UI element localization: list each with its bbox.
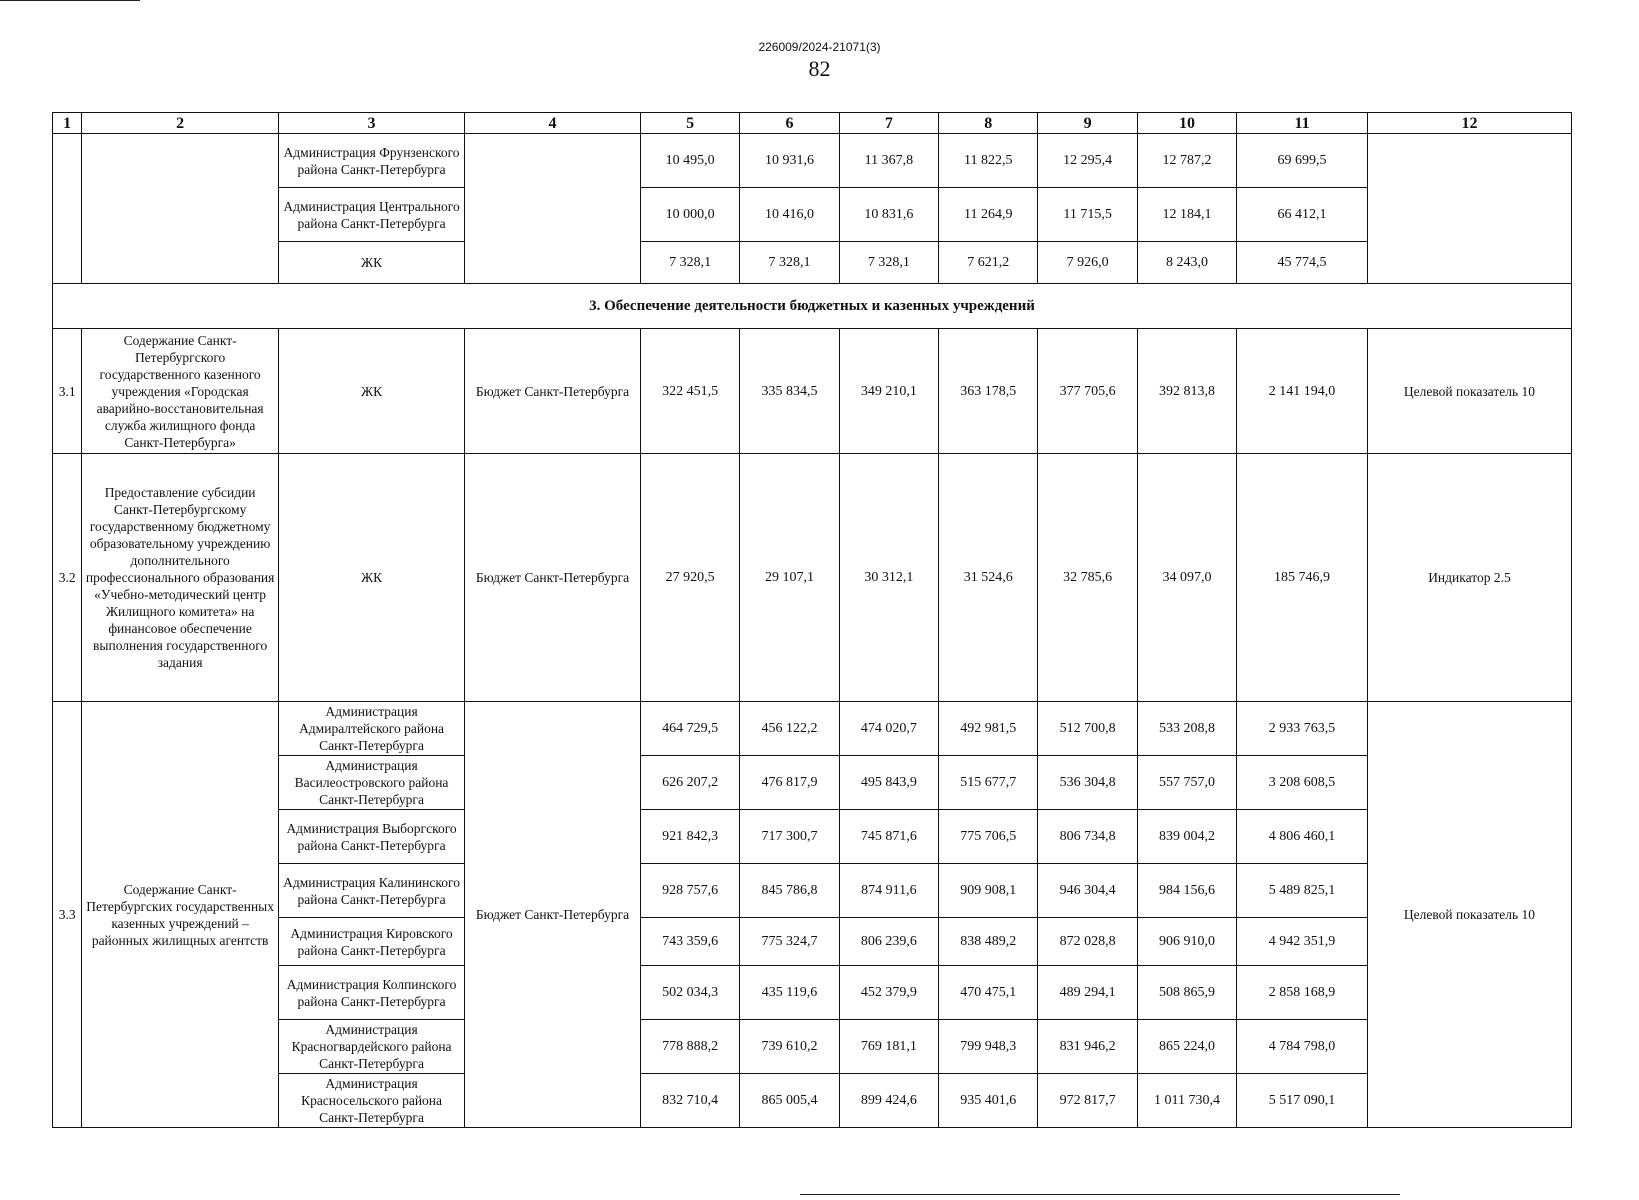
col-header: 5 [640,113,739,134]
value-cell: 928 757,6 [640,864,739,918]
page-number: 82 [808,56,831,81]
value-cell: 322 451,5 [640,329,739,454]
value-cell: 502 034,3 [640,966,739,1020]
value-cell: 7 926,0 [1038,242,1137,284]
total-cell: 69 699,5 [1237,134,1368,188]
executor-cell: Администрация Кировского района Санкт-Петербурга [278,918,464,966]
value-cell: 7 328,1 [640,242,739,284]
value-cell: 11 264,9 [939,188,1038,242]
table-row [53,188,1572,242]
value-cell: 745 871,6 [839,810,938,864]
executor-cell: Администрация Выборгского района Санкт-Петербурга [278,810,464,864]
value-cell: 474 020,7 [839,702,938,756]
value-cell: 29 107,1 [740,454,839,702]
value-cell: 872 028,8 [1038,918,1137,966]
document-id: 226009/2024-21071(3) [758,40,881,54]
executor-cell: Администрация Фрунзенского района Санкт-Петербурга [278,134,464,188]
total-cell: 5 517 090,1 [1237,1074,1368,1128]
executor-cell: Администрация Колпинского района Санкт-Петербурга [278,966,464,1020]
value-cell: 909 908,1 [939,864,1038,918]
value-cell: 492 981,5 [939,702,1038,756]
total-cell: 4 784 798,0 [1237,1020,1368,1074]
program-table [52,112,1572,1128]
table-row [53,454,1572,702]
value-cell: 456 122,2 [740,702,839,756]
value-cell: 533 208,8 [1137,702,1236,756]
section-title: 3. Обеспечение деятельности бюджетных и казенных учреждений [53,284,1572,329]
value-cell: 11 822,5 [939,134,1038,188]
value-cell: 27 920,5 [640,454,739,702]
table-row [53,864,1572,918]
table-row [53,329,1572,454]
value-cell: 874 911,6 [839,864,938,918]
table-row [53,702,1572,756]
activity-name-cell [82,134,279,284]
total-cell: 3 208 608,5 [1237,756,1368,810]
value-cell: 10 831,6 [839,188,938,242]
total-cell: 2 141 194,0 [1237,329,1368,454]
col-header: 2 [82,113,279,134]
value-cell: 11 715,5 [1038,188,1137,242]
value-cell: 464 729,5 [640,702,739,756]
value-cell: 12 787,2 [1137,134,1236,188]
value-cell: 10 495,0 [640,134,739,188]
col-header: 6 [740,113,839,134]
col-header: 7 [839,113,938,134]
value-cell: 8 243,0 [1137,242,1236,284]
value-cell: 7 328,1 [740,242,839,284]
value-cell: 512 700,8 [1038,702,1137,756]
source-cell [465,134,641,284]
value-cell: 452 379,9 [839,966,938,1020]
row-number-cell: 3.3 [53,702,82,1128]
value-cell: 495 843,9 [839,756,938,810]
value-cell: 470 475,1 [939,966,1038,1020]
top-edge-line [0,0,140,1]
table-row [53,810,1572,864]
total-cell: 4 942 351,9 [1237,918,1368,966]
value-cell: 508 865,9 [1137,966,1236,1020]
value-cell: 489 294,1 [1038,966,1137,1020]
value-cell: 775 324,7 [740,918,839,966]
value-cell: 349 210,1 [839,329,938,454]
value-cell: 515 677,7 [939,756,1038,810]
table-row [53,1074,1572,1128]
activity-name-cell: Содержание Санкт-Петербургского государственного казенного учреждения «Городская аварийно-восстановительная служба жилищного фонда Санкт-Петербурга» [82,329,279,454]
bottom-edge-line [800,1194,1400,1195]
value-cell: 839 004,2 [1137,810,1236,864]
col-header: 4 [465,113,641,134]
table-row [53,134,1572,188]
indicator-cell: Целевой показатель 10 [1367,702,1571,1128]
total-cell: 2 933 763,5 [1237,702,1368,756]
value-cell: 335 834,5 [740,329,839,454]
indicator-cell: Целевой показатель 10 [1367,329,1571,454]
value-cell: 831 946,2 [1038,1020,1137,1074]
executor-cell: Администрация Василеостровского района Санкт-Петербурга [278,756,464,810]
section-row [53,284,1572,329]
total-cell: 2 858 168,9 [1237,966,1368,1020]
executor-cell: Администрация Центрального района Санкт-Петербурга [278,188,464,242]
executor-cell: Администрация Красногвардейского района Санкт-Петербурга [278,1020,464,1074]
executor-cell: Администрация Адмиралтейского района Санкт-Петербурга [278,702,464,756]
table-row [53,1020,1572,1074]
activity-name-cell: Предоставление субсидии Санкт-Петербургскому государственному бюджетному образовательному учреждению дополнительного профессионального образования «Учебно-методический центр Жилищного комитета» на финансовое обеспечение выполнения государственного задания [82,454,279,702]
col-header: 8 [939,113,1038,134]
value-cell: 838 489,2 [939,918,1038,966]
value-cell: 739 610,2 [740,1020,839,1074]
value-cell: 34 097,0 [1137,454,1236,702]
value-cell: 31 524,6 [939,454,1038,702]
col-header: 12 [1367,113,1571,134]
value-cell: 972 817,7 [1038,1074,1137,1128]
value-cell: 778 888,2 [640,1020,739,1074]
value-cell: 626 207,2 [640,756,739,810]
executor-cell: Администрация Калининского района Санкт-Петербурга [278,864,464,918]
executor-cell: Администрация Красносельского района Санкт-Петербурга [278,1074,464,1128]
total-cell: 185 746,9 [1237,454,1368,702]
value-cell: 476 817,9 [740,756,839,810]
row-number-cell: 3.2 [53,454,82,702]
total-cell: 4 806 460,1 [1237,810,1368,864]
col-header: 9 [1038,113,1137,134]
value-cell: 832 710,4 [640,1074,739,1128]
indicator-cell [1367,134,1571,284]
value-cell: 717 300,7 [740,810,839,864]
value-cell: 899 424,6 [839,1074,938,1128]
value-cell: 435 119,6 [740,966,839,1020]
value-cell: 536 304,8 [1038,756,1137,810]
source-cell: Бюджет Санкт-Петербурга [465,454,641,702]
value-cell: 865 224,0 [1137,1020,1236,1074]
executor-cell: ЖК [278,242,464,284]
value-cell: 743 359,6 [640,918,739,966]
value-cell: 799 948,3 [939,1020,1038,1074]
value-cell: 10 416,0 [740,188,839,242]
value-cell: 946 304,4 [1038,864,1137,918]
total-cell: 45 774,5 [1237,242,1368,284]
value-cell: 806 734,8 [1038,810,1137,864]
executor-cell: ЖК [278,454,464,702]
value-cell: 11 367,8 [839,134,938,188]
value-cell: 30 312,1 [839,454,938,702]
value-cell: 921 842,3 [640,810,739,864]
value-cell: 12 184,1 [1137,188,1236,242]
value-cell: 7 328,1 [839,242,938,284]
col-header: 11 [1237,113,1368,134]
source-cell: Бюджет Санкт-Петербурга [465,329,641,454]
row-number-cell [53,134,82,284]
value-cell: 12 295,4 [1038,134,1137,188]
value-cell: 845 786,8 [740,864,839,918]
executor-cell: ЖК [278,329,464,454]
value-cell: 775 706,5 [939,810,1038,864]
source-cell: Бюджет Санкт-Петербурга [465,702,641,1128]
total-cell: 5 489 825,1 [1237,864,1368,918]
table-row [53,756,1572,810]
value-cell: 906 910,0 [1137,918,1236,966]
table-row [53,918,1572,966]
table-row [53,242,1572,284]
value-cell: 806 239,6 [839,918,938,966]
value-cell: 10 000,0 [640,188,739,242]
value-cell: 7 621,2 [939,242,1038,284]
col-header: 3 [278,113,464,134]
value-cell: 377 705,6 [1038,329,1137,454]
value-cell: 865 005,4 [740,1074,839,1128]
col-header: 10 [1137,113,1236,134]
value-cell: 392 813,8 [1137,329,1236,454]
value-cell: 32 785,6 [1038,454,1137,702]
col-header: 1 [53,113,82,134]
row-number-cell: 3.1 [53,329,82,454]
table-row [53,966,1572,1020]
value-cell: 769 181,1 [839,1020,938,1074]
value-cell: 984 156,6 [1137,864,1236,918]
value-cell: 935 401,6 [939,1074,1038,1128]
value-cell: 557 757,0 [1137,756,1236,810]
indicator-cell: Индикатор 2.5 [1367,454,1571,702]
column-number-row [53,113,1572,134]
activity-name-cell: Содержание Санкт-Петербургских государственных казенных учреждений – районных жилищных агентств [82,702,279,1128]
value-cell: 363 178,5 [939,329,1038,454]
value-cell: 10 931,6 [740,134,839,188]
value-cell: 1 011 730,4 [1137,1074,1236,1128]
total-cell: 66 412,1 [1237,188,1368,242]
